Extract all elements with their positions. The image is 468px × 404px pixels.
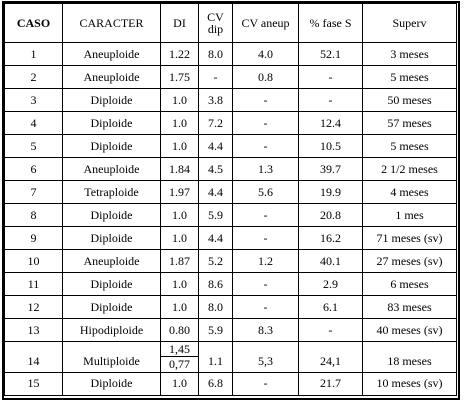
cell-cv-dip: 4.4 bbox=[199, 135, 233, 158]
cell-caracter: Diploide bbox=[63, 135, 161, 158]
cell-superv: 3 meses bbox=[363, 43, 457, 66]
cell-caracter: Aneuploide bbox=[63, 158, 161, 181]
data-table bbox=[4, 3, 457, 396]
cell-cv-aneup: 5,3 bbox=[233, 342, 299, 373]
header-caracter: CARACTER bbox=[63, 4, 161, 43]
cell-cv-dip: 6.8 bbox=[199, 372, 233, 395]
cell-di: 1.22 bbox=[161, 43, 199, 66]
cell-cv-aneup: - bbox=[233, 204, 299, 227]
cell-caracter: Tetraploide bbox=[63, 181, 161, 204]
cell-di: 1.75 bbox=[161, 66, 199, 89]
table-row-last bbox=[5, 372, 457, 395]
cell-cv-aneup: 5.6 bbox=[233, 181, 299, 204]
cell-cv-aneup: - bbox=[233, 135, 299, 158]
cell-caracter: Diploide bbox=[63, 273, 161, 296]
cell-superv: 57 meses bbox=[363, 112, 457, 135]
table-row bbox=[5, 66, 457, 89]
cell-cv-dip: 7.2 bbox=[199, 112, 233, 135]
cell-di: 1.0 bbox=[161, 372, 199, 395]
table-row bbox=[5, 296, 457, 319]
table-row bbox=[5, 158, 457, 181]
cell-caso: 6 bbox=[5, 158, 63, 181]
cell-caso: 5 bbox=[5, 135, 63, 158]
cell-di: 0.80 bbox=[161, 319, 199, 342]
cell-cv-dip: 5.9 bbox=[199, 204, 233, 227]
cell-fase-s: - bbox=[299, 319, 363, 342]
cell-caracter: Diploide bbox=[63, 112, 161, 135]
cell-caracter: Diploide bbox=[63, 89, 161, 112]
cell-cv-aneup: 8.3 bbox=[233, 319, 299, 342]
cell-caso: 13 bbox=[5, 319, 63, 342]
table-row bbox=[5, 273, 457, 296]
cell-superv: 50 meses bbox=[363, 89, 457, 112]
cell-caso: 9 bbox=[5, 227, 63, 250]
cell-superv: 5 meses bbox=[363, 135, 457, 158]
cell-fase-s: 12.4 bbox=[299, 112, 363, 135]
table-row bbox=[5, 135, 457, 158]
cell-caracter: Aneuploide bbox=[63, 43, 161, 66]
cell-di: 1.84 bbox=[161, 158, 199, 181]
cell-cv-aneup: 1.3 bbox=[233, 158, 299, 181]
cell-superv: 2 1/2 meses bbox=[363, 158, 457, 181]
cell-caracter: Aneuploide bbox=[63, 250, 161, 273]
cell-cv-dip: 8.0 bbox=[199, 43, 233, 66]
cell-superv: 27 meses (sv) bbox=[363, 250, 457, 273]
cell-fase-s: 20.8 bbox=[299, 204, 363, 227]
cell-cv-aneup: 0.8 bbox=[233, 66, 299, 89]
cell-fase-s: 21.7 bbox=[299, 372, 363, 395]
cell-caracter: Multiploide bbox=[63, 342, 161, 373]
header-caso: CASO bbox=[5, 4, 63, 43]
cell-cv-dip: 8.0 bbox=[199, 296, 233, 319]
cell-caso: 4 bbox=[5, 112, 63, 135]
cell-di-b: 0,77 bbox=[161, 356, 198, 371]
cell-cv-dip: 4.5 bbox=[199, 158, 233, 181]
cell-caso: 10 bbox=[5, 250, 63, 273]
cell-cv-dip: 4.4 bbox=[199, 227, 233, 250]
cell-fase-s: 2.9 bbox=[299, 273, 363, 296]
cell-cv-aneup: - bbox=[233, 89, 299, 112]
cell-di: 1.97 bbox=[161, 181, 199, 204]
cell-cv-aneup: 4.0 bbox=[233, 43, 299, 66]
cell-fase-s: 52.1 bbox=[299, 43, 363, 66]
table-row bbox=[5, 89, 457, 112]
cell-superv: 4 meses bbox=[363, 181, 457, 204]
cell-fase-s: 16.2 bbox=[299, 227, 363, 250]
header-superv: Superv bbox=[363, 4, 457, 43]
cell-caracter: Aneuploide bbox=[63, 66, 161, 89]
cell-superv: 40 meses (sv) bbox=[363, 319, 457, 342]
cell-cv-aneup: - bbox=[233, 227, 299, 250]
table-row bbox=[5, 227, 457, 250]
cell-caso: 8 bbox=[5, 204, 63, 227]
cell-cv-aneup: - bbox=[233, 296, 299, 319]
cell-di-a: 1,45 bbox=[169, 341, 190, 356]
cell-fase-s: 39.7 bbox=[299, 158, 363, 181]
cell-di: 1.0 bbox=[161, 135, 199, 158]
header-di: DI bbox=[161, 4, 199, 43]
cell-fase-s: 19.9 bbox=[299, 181, 363, 204]
cell-cv-dip: 3.8 bbox=[199, 89, 233, 112]
cell-superv: 71 meses (sv) bbox=[363, 227, 457, 250]
cell-fase-s: - bbox=[299, 66, 363, 89]
cell-caso: 3 bbox=[5, 89, 63, 112]
cell-di-split bbox=[161, 342, 199, 373]
cell-caso: 12 bbox=[5, 296, 63, 319]
table-row bbox=[5, 181, 457, 204]
cell-fase-s: 40.1 bbox=[299, 250, 363, 273]
cell-cv-aneup: 1.2 bbox=[233, 250, 299, 273]
table-row bbox=[5, 112, 457, 135]
table-row bbox=[5, 43, 457, 66]
header-row bbox=[5, 4, 457, 43]
cell-fase-s: 10.5 bbox=[299, 135, 363, 158]
cell-fase-s: 6.1 bbox=[299, 296, 363, 319]
cell-di: 1.0 bbox=[161, 112, 199, 135]
cell-cv-dip: 1.1 bbox=[199, 342, 233, 373]
cell-caso: 14 bbox=[5, 342, 63, 373]
cell-di: 1.0 bbox=[161, 227, 199, 250]
cell-caracter: Diploide bbox=[63, 296, 161, 319]
cell-superv: 18 meses bbox=[363, 342, 457, 373]
cell-cv-dip: 8.6 bbox=[199, 273, 233, 296]
header-cv-dip: CV dip bbox=[199, 4, 233, 43]
cell-caso: 15 bbox=[5, 372, 63, 395]
cell-di: 1.0 bbox=[161, 89, 199, 112]
cell-superv: 5 meses bbox=[363, 66, 457, 89]
cell-superv: 83 meses bbox=[363, 296, 457, 319]
cell-caso: 11 bbox=[5, 273, 63, 296]
table-row bbox=[5, 319, 457, 342]
cell-caracter: Diploide bbox=[63, 204, 161, 227]
cell-di: 1.0 bbox=[161, 273, 199, 296]
cell-caracter: Diploide bbox=[63, 227, 161, 250]
cell-superv: 1 mes bbox=[363, 204, 457, 227]
cell-cv-aneup: - bbox=[233, 112, 299, 135]
cell-caso: 2 bbox=[5, 66, 63, 89]
cell-caracter: Diploide bbox=[63, 372, 161, 395]
cell-superv: 10 meses (sv) bbox=[363, 372, 457, 395]
cell-caso: 1 bbox=[5, 43, 63, 66]
cell-superv: 6 meses bbox=[363, 273, 457, 296]
cell-di: 1.0 bbox=[161, 204, 199, 227]
cell-caso: 7 bbox=[5, 181, 63, 204]
cell-caracter: Hipodiploide bbox=[63, 319, 161, 342]
table-row-multi bbox=[5, 342, 457, 373]
cell-cv-dip: 5.9 bbox=[199, 319, 233, 342]
cell-cv-dip: - bbox=[199, 66, 233, 89]
table-row bbox=[5, 204, 457, 227]
cell-fase-s: - bbox=[299, 89, 363, 112]
header-fase-s: % fase S bbox=[299, 4, 363, 43]
cell-di: 1.87 bbox=[161, 250, 199, 273]
cell-cv-dip: 5.2 bbox=[199, 250, 233, 273]
cell-cv-aneup: - bbox=[233, 273, 299, 296]
cell-cv-aneup: - bbox=[233, 372, 299, 395]
header-cv-aneup: CV aneup bbox=[233, 4, 299, 43]
cell-di: 1.0 bbox=[161, 296, 199, 319]
cell-cv-dip: 4.4 bbox=[199, 181, 233, 204]
table-row bbox=[5, 250, 457, 273]
cell-fase-s: 24,1 bbox=[299, 342, 363, 373]
